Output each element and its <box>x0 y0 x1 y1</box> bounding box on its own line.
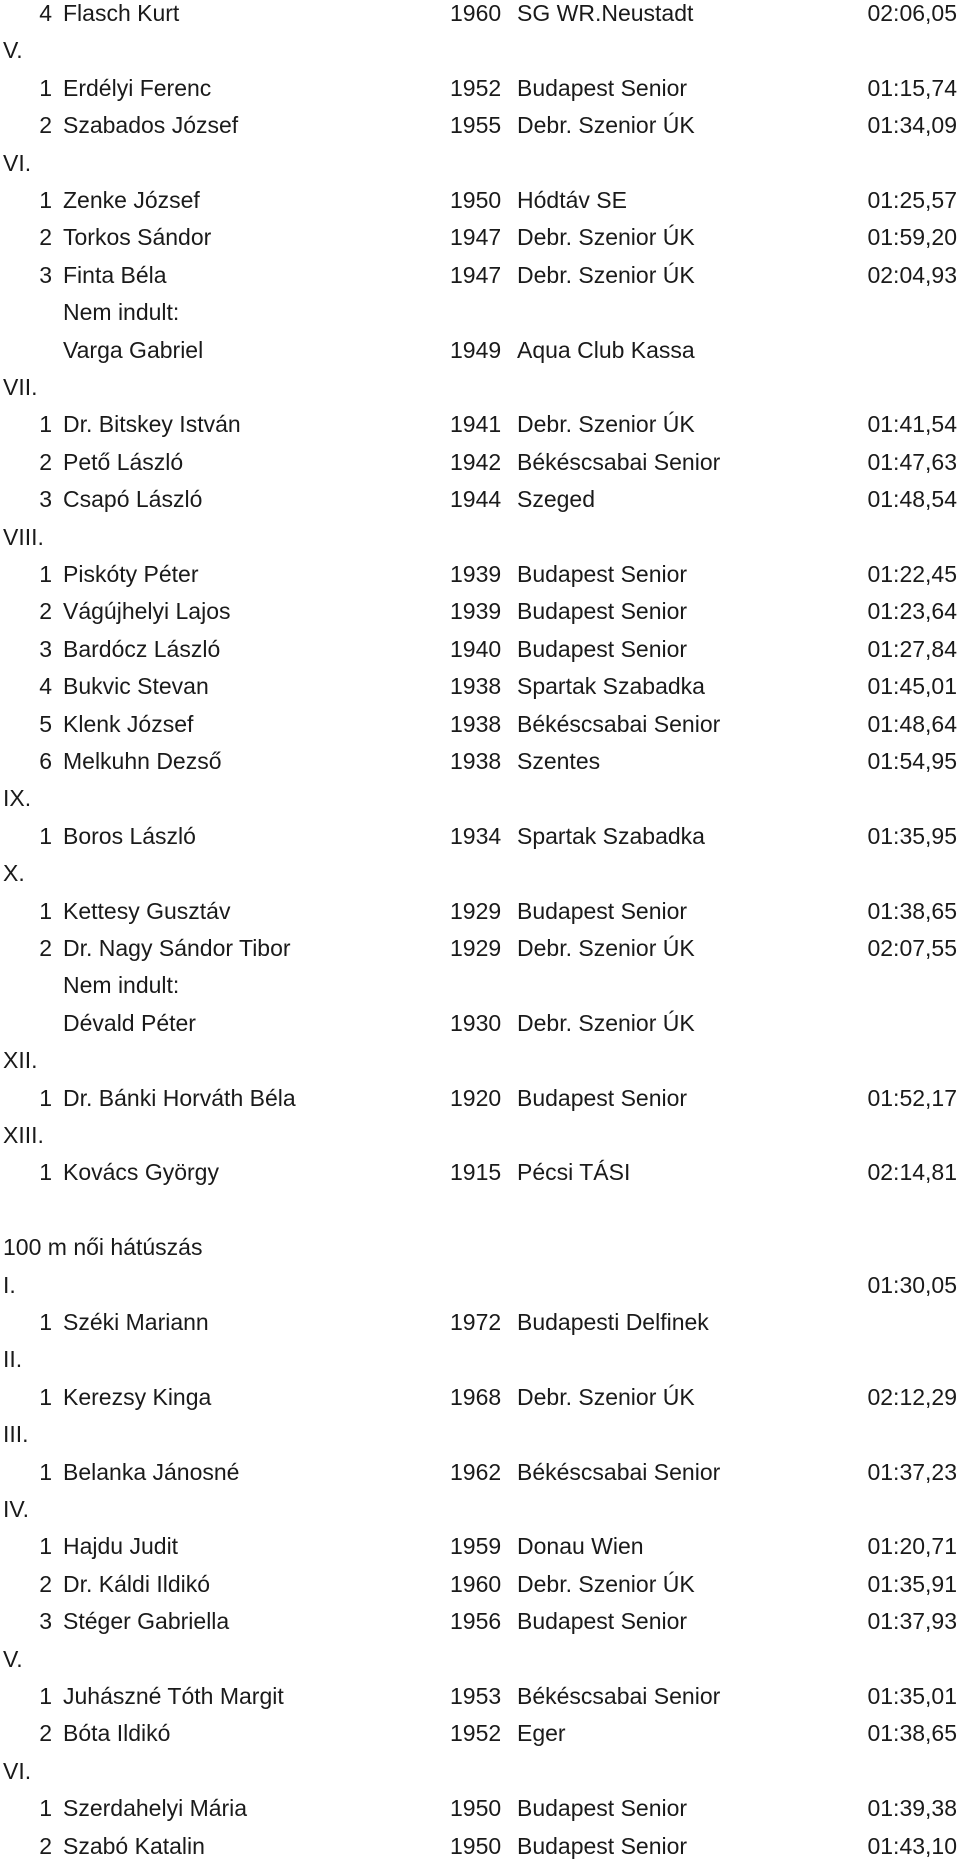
result-time: 01:37,93 <box>867 1608 957 1635</box>
club-name: Budapest Senior <box>517 598 688 625</box>
club-name: Budapest Senior <box>517 1832 688 1859</box>
place-number: 2 <box>39 112 52 139</box>
result-time: 01:35,01 <box>867 1683 957 1709</box>
age-category-label: IX. <box>3 785 32 812</box>
place-number: 2 <box>39 935 52 961</box>
swimmer-name: Bukvic Stevan <box>63 673 209 700</box>
place-number: 1 <box>39 1309 52 1335</box>
result-row <box>0 1528 960 1565</box>
age-category-label: V. <box>3 1645 23 1672</box>
result-time: 01:25,57 <box>867 187 957 213</box>
age-category-label: X. <box>3 860 25 887</box>
swimmer-name: Finta Béla <box>63 261 167 288</box>
result-row <box>0 219 960 256</box>
result-row <box>0 1828 960 1865</box>
birth-year: 1947 <box>450 261 502 288</box>
result-row <box>0 1603 960 1640</box>
swimmer-name: Nem indult: <box>63 972 180 999</box>
swimmer-name: Vágújhelyi Lajos <box>63 598 231 625</box>
age-category-label: I. <box>3 1271 16 1298</box>
swimmer-name: Flasch Kurt <box>63 0 180 26</box>
club-name: Pécsi TÁSI <box>517 1159 631 1186</box>
swimmer-name: Dr. Bánki Horváth Béla <box>63 1084 296 1111</box>
result-time: 01:54,95 <box>867 748 957 774</box>
category-row <box>0 1641 960 1678</box>
club-name: Szeged <box>517 486 596 513</box>
club-name: Békéscsabai Senior <box>517 448 721 475</box>
result-time: 02:06,05 <box>867 0 957 26</box>
result-row <box>0 182 960 219</box>
club-name: Hódtáv SE <box>517 187 627 213</box>
club-name: Debr. Szenior ÚK <box>517 224 695 251</box>
result-row <box>0 294 960 331</box>
place-number: 3 <box>39 635 52 662</box>
result-row <box>0 631 960 668</box>
result-row <box>0 818 960 855</box>
swimmer-name: Dévald Péter <box>63 1009 196 1036</box>
age-category-label: VII. <box>3 374 38 400</box>
club-name: Budapest Senior <box>517 561 688 587</box>
swimmer-name: Kerezsy Kinga <box>63 1383 212 1410</box>
swimmer-name: Szerdahelyi Mária <box>63 1795 248 1822</box>
birth-year: 1960 <box>450 0 502 26</box>
birth-year: 1934 <box>450 822 502 849</box>
swimmer-name: Bóta Ildikó <box>63 1720 171 1747</box>
swimmer-name: Kovács György <box>63 1159 219 1186</box>
place-number: 1 <box>39 1795 52 1822</box>
result-row <box>0 1790 960 1827</box>
club-name: Debr. Szenior ÚK <box>517 1383 695 1410</box>
club-name: Debr. Szenior ÚK <box>517 411 695 438</box>
birth-year: 1929 <box>450 935 502 961</box>
result-time: 01:22,45 <box>867 561 957 587</box>
birth-year: 1959 <box>450 1533 502 1560</box>
swimmer-name: Dr. Káldi Ildikó <box>63 1570 211 1597</box>
place-number: 3 <box>39 1608 52 1635</box>
birth-year: 1942 <box>450 448 502 475</box>
place-number: 1 <box>39 1458 52 1485</box>
result-time: 01:35,95 <box>867 822 957 849</box>
club-name: Budapest Senior <box>517 1084 688 1111</box>
age-category-label: XIII. <box>3 1122 44 1148</box>
category-row <box>0 1491 960 1528</box>
club-name: Budapesti Delfinek <box>517 1309 709 1335</box>
club-name: Békéscsabai Senior <box>517 710 721 737</box>
swimmer-name: Erdélyi Ferenc <box>63 74 212 101</box>
swimmer-name: Boros László <box>63 822 196 849</box>
result-row <box>0 967 960 1004</box>
result-time: 01:27,84 <box>867 635 957 662</box>
result-row <box>0 893 960 930</box>
place-number: 1 <box>39 822 52 849</box>
club-name: Debr. Szenior ÚK <box>517 1009 695 1036</box>
birth-year: 1949 <box>450 336 502 363</box>
result-row <box>0 257 960 294</box>
result-time: 01:52,17 <box>867 1084 957 1111</box>
birth-year: 1944 <box>450 486 502 513</box>
result-row <box>0 481 960 518</box>
age-category-label: XII. <box>3 1047 38 1074</box>
result-time: 02:04,93 <box>867 261 957 288</box>
club-name: SG WR.Neustadt <box>517 0 694 26</box>
birth-year: 1920 <box>450 1084 502 1111</box>
swimmer-name: Hajdu Judit <box>63 1533 179 1560</box>
place-number: 1 <box>39 1084 52 1111</box>
result-time: 01:45,01 <box>867 673 957 700</box>
result-row <box>0 556 960 593</box>
place-number: 2 <box>39 1570 52 1597</box>
result-row <box>0 444 960 481</box>
club-name: Eger <box>517 1720 566 1747</box>
result-row <box>0 743 960 780</box>
place-number: 4 <box>39 673 52 700</box>
category-row <box>0 369 960 406</box>
result-row <box>0 1566 960 1603</box>
place-number: 3 <box>39 261 52 288</box>
birth-year: 1947 <box>450 224 502 251</box>
result-time: 02:12,29 <box>867 1383 957 1410</box>
result-time: 01:38,65 <box>867 897 957 924</box>
place-number: 4 <box>39 0 52 26</box>
place-number: 2 <box>39 224 52 251</box>
swimmer-name: Bardócz László <box>63 635 221 662</box>
club-name: Spartak Szabadka <box>517 822 705 849</box>
swimmer-name: Juhászné Tóth Margit <box>63 1683 284 1709</box>
swimmer-name: Dr. Bitskey István <box>63 411 241 438</box>
result-time: 02:07,55 <box>867 935 957 961</box>
result-row <box>0 107 960 144</box>
club-name: Budapest Senior <box>517 897 688 924</box>
category-row <box>0 1042 960 1079</box>
swimmer-name: Dr. Nagy Sándor Tibor <box>63 935 291 961</box>
birth-year: 1930 <box>450 1009 502 1036</box>
place-number: 3 <box>39 486 52 513</box>
result-time: 01:41,54 <box>867 411 957 438</box>
swimmer-name: Széki Mariann <box>63 1309 209 1335</box>
birth-year: 1968 <box>450 1383 502 1410</box>
age-category-label: IV. <box>3 1496 30 1522</box>
category-time: 01:30,05 <box>867 1271 957 1298</box>
result-row <box>0 706 960 743</box>
club-name: Donau Wien <box>517 1533 644 1560</box>
place-number: 1 <box>39 74 52 101</box>
club-name: Szentes <box>517 748 601 774</box>
result-row <box>0 1715 960 1752</box>
birth-year: 1962 <box>450 1458 502 1485</box>
swimmer-name: Melkuhn Dezső <box>63 748 222 774</box>
swimmer-name: Szabó Katalin <box>63 1832 205 1859</box>
swimmer-name: Szabados József <box>63 112 239 139</box>
result-time: 01:34,09 <box>867 112 957 139</box>
club-name: Debr. Szenior ÚK <box>517 935 695 961</box>
place-number: 2 <box>39 1832 52 1859</box>
birth-year: 1950 <box>450 187 502 213</box>
age-category-label: VIII. <box>3 523 44 550</box>
result-time: 01:15,74 <box>867 74 957 101</box>
place-number: 6 <box>39 748 52 774</box>
place-number: 5 <box>39 710 52 737</box>
category-row <box>0 145 960 182</box>
birth-year: 1953 <box>450 1683 502 1709</box>
category-row <box>0 855 960 892</box>
club-name: Budapest Senior <box>517 74 688 101</box>
result-row <box>0 70 960 107</box>
category-row <box>0 1753 960 1790</box>
place-number: 1 <box>39 561 52 587</box>
result-time: 01:43,10 <box>867 1832 957 1859</box>
club-name: Békéscsabai Senior <box>517 1458 721 1485</box>
result-row <box>0 593 960 630</box>
result-row <box>0 1454 960 1491</box>
birth-year: 1952 <box>450 1720 502 1747</box>
club-name: Debr. Szenior ÚK <box>517 1570 695 1597</box>
club-name: Budapest Senior <box>517 1608 688 1635</box>
result-time: 01:48,64 <box>867 710 957 737</box>
result-row <box>0 1379 960 1416</box>
club-name: Debr. Szenior ÚK <box>517 112 695 139</box>
club-name: Aqua Club Kassa <box>517 336 695 363</box>
birth-year: 1972 <box>450 1309 502 1335</box>
place-number: 1 <box>39 1383 52 1410</box>
place-number: 1 <box>39 187 52 213</box>
swimmer-name: Klenk József <box>63 710 194 737</box>
result-time: 01:47,63 <box>867 448 957 475</box>
swimmer-name: Nem indult: <box>63 299 180 326</box>
place-number: 1 <box>39 411 52 438</box>
result-row <box>0 930 960 967</box>
birth-year: 1939 <box>450 598 502 625</box>
result-row <box>0 406 960 443</box>
birth-year: 1941 <box>450 411 502 438</box>
age-category-label: III. <box>3 1421 29 1448</box>
category-row <box>0 1117 960 1154</box>
swimmer-name: Torkos Sándor <box>63 224 212 251</box>
place-number: 2 <box>39 1720 52 1747</box>
birth-year: 1955 <box>450 112 502 139</box>
birth-year: 1938 <box>450 710 502 737</box>
blank-row <box>0 1192 960 1229</box>
birth-year: 1938 <box>450 673 502 700</box>
club-name: Debr. Szenior ÚK <box>517 261 695 288</box>
club-name: Spartak Szabadka <box>517 673 705 700</box>
result-row <box>0 332 960 369</box>
swimmer-name: Csapó László <box>63 486 203 513</box>
place-number: 2 <box>39 448 52 475</box>
birth-year: 1960 <box>450 1570 502 1597</box>
result-row <box>0 1154 960 1191</box>
place-number: 1 <box>39 1533 52 1560</box>
event-title-row <box>0 1229 960 1266</box>
birth-year: 1939 <box>450 561 502 587</box>
result-row <box>0 1080 960 1117</box>
category-row <box>0 32 960 69</box>
club-name: Budapest Senior <box>517 1795 688 1822</box>
swimmer-name: Belanka Jánosné <box>63 1458 240 1485</box>
result-time: 01:37,23 <box>867 1458 957 1485</box>
birth-year: 1950 <box>450 1795 502 1822</box>
result-time: 02:14,81 <box>867 1159 957 1186</box>
result-row <box>0 1678 960 1715</box>
swimmer-name: Piskóty Péter <box>63 561 199 587</box>
category-row <box>0 519 960 556</box>
age-category-label: VI. <box>3 149 32 176</box>
place-number: 1 <box>39 1159 52 1186</box>
event-title: 100 m női hátúszás <box>3 1234 203 1261</box>
result-time: 01:48,54 <box>867 486 957 513</box>
swimmer-name: Pető László <box>63 448 184 475</box>
result-time: 01:38,65 <box>867 1720 957 1747</box>
result-time: 01:20,71 <box>867 1533 957 1560</box>
swimmer-name: Kettesy Gusztáv <box>63 897 231 924</box>
category-row <box>0 1267 960 1304</box>
swimmer-name: Varga Gabriel <box>63 336 204 363</box>
birth-year: 1915 <box>450 1159 502 1186</box>
club-name: Békéscsabai Senior <box>517 1683 721 1709</box>
category-row <box>0 780 960 817</box>
club-name: Budapest Senior <box>517 635 688 662</box>
birth-year: 1938 <box>450 748 502 774</box>
result-row <box>0 668 960 705</box>
place-number: 1 <box>39 897 52 924</box>
result-time: 01:23,64 <box>867 598 957 625</box>
birth-year: 1952 <box>450 74 502 101</box>
swimmer-name: Zenke József <box>63 187 200 213</box>
age-category-label: V. <box>3 37 23 64</box>
place-number: 2 <box>39 598 52 625</box>
birth-year: 1956 <box>450 1608 502 1635</box>
birth-year: 1929 <box>450 897 502 924</box>
place-number: 1 <box>39 1683 52 1709</box>
category-row <box>0 1341 960 1378</box>
result-time: 01:59,20 <box>867 224 957 251</box>
birth-year: 1940 <box>450 635 502 662</box>
result-row <box>0 1304 960 1341</box>
birth-year: 1950 <box>450 1832 502 1859</box>
result-row <box>0 1005 960 1042</box>
swimmer-name: Stéger Gabriella <box>63 1608 230 1635</box>
age-category-label: VI. <box>3 1757 32 1784</box>
result-time: 01:39,38 <box>867 1795 957 1822</box>
result-row <box>0 0 960 32</box>
category-row <box>0 1416 960 1453</box>
age-category-label: II. <box>3 1346 23 1373</box>
result-time: 01:35,91 <box>867 1570 957 1597</box>
